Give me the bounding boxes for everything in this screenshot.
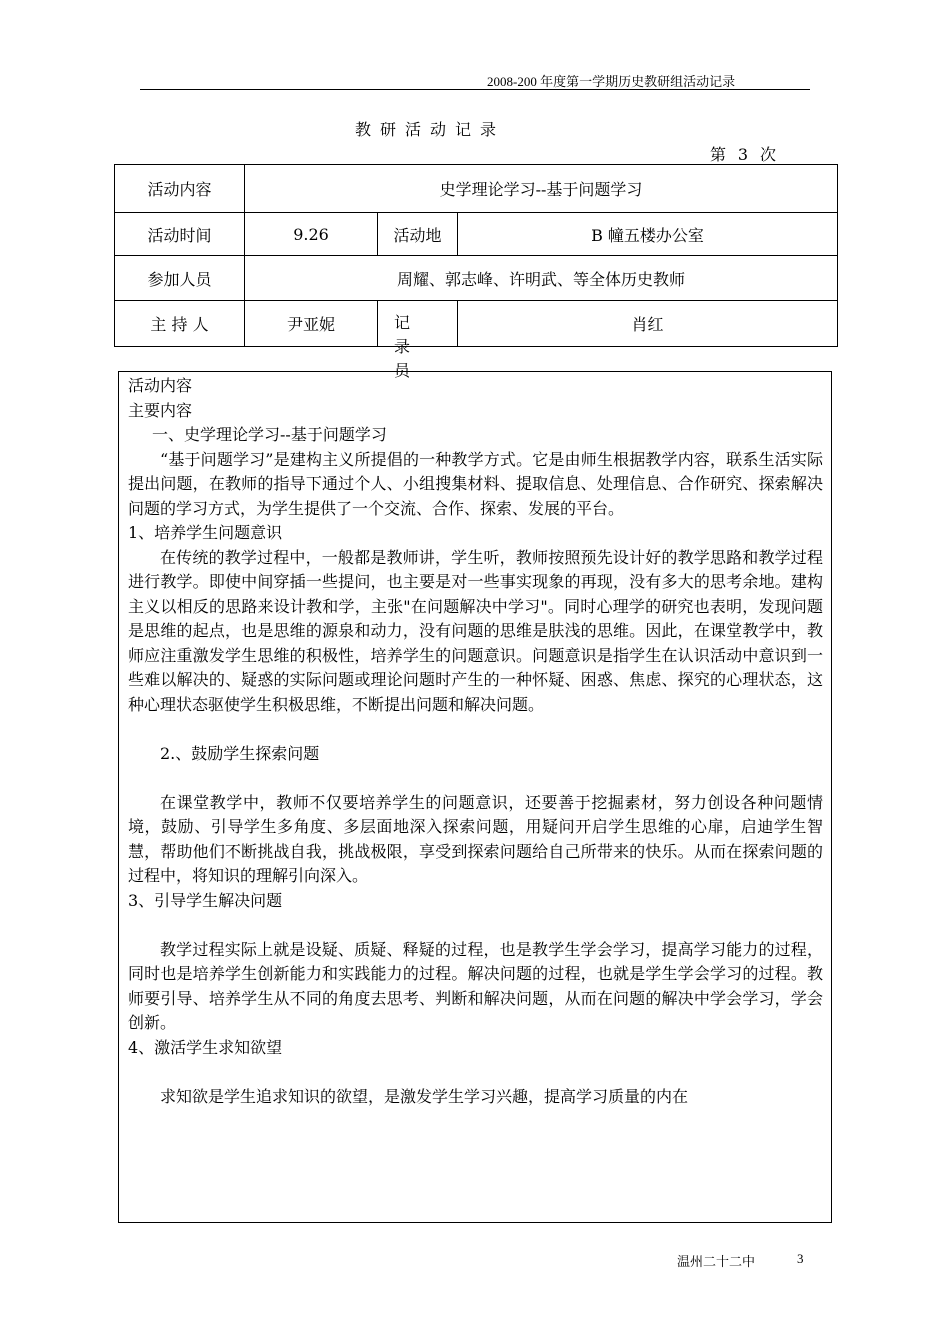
time-value: 9.26 bbox=[245, 213, 378, 256]
place-label: 活动地 bbox=[378, 213, 458, 256]
paragraph-2: 在课堂教学中，教师不仅要培养学生的问题意识，还要善于挖掘素材，努力创设各种问题情境，鼓励、引导学生多角度、多层面地深入探索问题，用疑问开启学生思维的心扉，启迪学生智慧，帮助他们不断挑战自我，挑战极限，享受到探索问题给自己所带来的快乐。从而在探索问题的过程中，将知识的理解引向深入。 bbox=[128, 792, 823, 885]
host-label: 主 持 人 bbox=[115, 301, 245, 347]
paragraph-4: 求知欲是学生追求知识的欲望，是激发学生学习兴趣，提高学习质量的内在 bbox=[160, 1086, 689, 1106]
footer-school: 温州二十二中 bbox=[677, 1255, 756, 1270]
activity-info-table bbox=[114, 164, 838, 380]
content-label-1: 活动内容 bbox=[128, 376, 193, 395]
table-row bbox=[115, 213, 838, 256]
spacer bbox=[128, 913, 823, 938]
host-value: 尹亚妮 bbox=[245, 301, 378, 347]
spacer bbox=[128, 766, 823, 791]
session-value: 3 bbox=[726, 146, 760, 165]
header-rule bbox=[140, 89, 810, 90]
table-row bbox=[115, 165, 838, 213]
recorder-value: 肖红 bbox=[458, 301, 838, 347]
heading-1: 1、培养学生问题意识 bbox=[128, 523, 283, 542]
session-number bbox=[710, 142, 776, 165]
spacer bbox=[128, 1060, 823, 1085]
activity-content-box bbox=[118, 371, 832, 1223]
recorder-label-cell bbox=[378, 301, 458, 380]
table-row bbox=[115, 301, 838, 347]
paragraph-1: 在传统的教学过程中，一般都是教师讲，学生听，教师按照预先设计好的教学思路和教学过程进行教学。即使中间穿插一些提问，也主要是对一些事实现象的再现，没有多大的思考余地。建构主义以相反的思路来设计教和学，主张"在问题解决中学习"。同时心理学的研究也表明，发现问题是思维的起点，也是思维的源泉和动力，没有问题的思维是肤浅的思维。因此，在课堂教学中，教师应注重激发学生思维的积极性，培养学生的问题意识。问题意识是指学生在认识活动中意识到一些难以解决的、疑惑的实际问题或理论问题时产生的一种怀疑、困惑、焦虑、探究的心理状态，这种心理状态驱使学生积极思维，不断提出问题和解决问题。 bbox=[128, 547, 823, 714]
page-number: 3 bbox=[797, 1251, 804, 1266]
intro-paragraph: “基于问题学习”是建构主义所提倡的一种教学方式。它是由师生根据教学内容，联系生活实际提出问题，在教师的指导下通过个人、小组搜集材料、提取信息、处理信息、合作研究、探索解决问题的学习方式，为学生提供了一个交流、合作、探索、发展的平台。 bbox=[128, 449, 823, 518]
session-prefix: 第 bbox=[710, 145, 727, 164]
table-row bbox=[115, 256, 838, 301]
spacer bbox=[128, 717, 823, 742]
content-value: 史学理论学习--基于问题学习 bbox=[245, 165, 838, 213]
place-value: B 幢五楼办公室 bbox=[458, 213, 838, 256]
content-label: 活动内容 bbox=[115, 165, 245, 213]
paragraph-3: 教学过程实际上就是设疑、质疑、释疑的过程，也是教学生学会学习，提高学习能力的过程，同时也是培养学生创新能力和实践能力的过程。解决问题的过程，也就是学生学会学习的过程。教师要引导、培养学生从不同的角度去思考、判断和解决问题，从而在问题的解决中学会学习，学会创新。 bbox=[128, 939, 823, 1032]
section-heading: 一、史学理论学习--基于问题学习 bbox=[152, 425, 387, 444]
heading-3: 3、引导学生解决问题 bbox=[128, 890, 283, 910]
time-label: 活动时间 bbox=[115, 213, 245, 256]
heading-4: 4、激活学生求知欲望 bbox=[128, 1037, 283, 1057]
recorder-label: 记 录 员 bbox=[394, 313, 419, 380]
content-label-2: 主要内容 bbox=[128, 400, 193, 420]
participants-value: 周耀、郭志峰、许明武、等全体历史教师 bbox=[245, 256, 838, 301]
page-header: 2008-200 年度第一学期历史教研组活动记录 bbox=[487, 74, 736, 89]
heading-2: 2.、鼓励学生探索问题 bbox=[160, 743, 320, 763]
participants-label: 参加人员 bbox=[115, 256, 245, 301]
session-suffix: 次 bbox=[760, 145, 777, 164]
document-title: 教研活动记录 bbox=[355, 120, 506, 139]
